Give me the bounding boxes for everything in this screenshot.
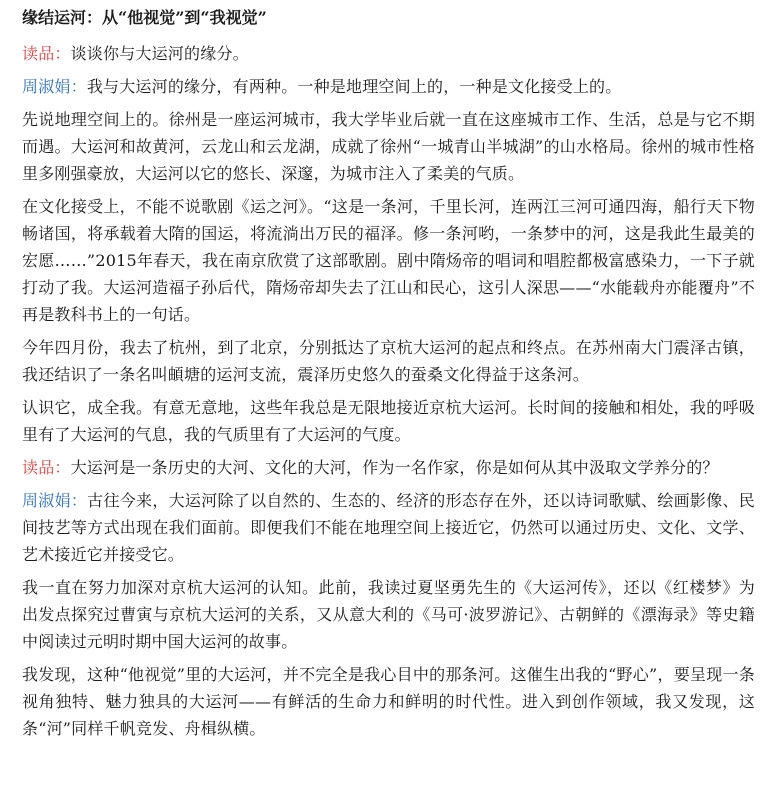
question-2: [22, 454, 755, 481]
answer-text: 古往今来，大运河除了以自然的、生态的、经济的形态存在外，还以诗词歌赋、绘画影像、民间技艺等方式出现在我们面前。即便我们不能在地理空间上接近它，仍然可以通过历史、文化、文学、艺术接近它并接受它。: [22, 491, 755, 564]
paragraph-opera: 在文化接受上，不能不说歌剧《运之河》。“这是一条河，千里长河，连两江三河可通四海，船行天下物畅诸国，将承载着大隋的国运，将流淌出万民的福泽。修一条河哟，一条梦中的河，这是我此生最美的宏愿……”2015年春天，我在南京欣赏了这部歌剧。剧中隋炀帝的唱词和唱腔都极富感染力，一下子就打动了我。大运河造福子孙后代，隋炀帝却失去了江山和民心，这引人深思——“水能载舟亦能覆舟”不再是教科书上的一句话。: [22, 197, 755, 324]
question-1: [22, 40, 755, 67]
article-title: 缘结运河：从“他视觉”到“我视觉”: [22, 8, 267, 27]
author-label: 周淑娟：: [22, 77, 87, 96]
answer-text: 我与大运河的缘分，有两种。一种是地理空间上的，一种是文化接受上的。: [86, 77, 622, 96]
interviewer-label: 读品：: [22, 458, 71, 477]
paragraph-travel: 今年四月份，我去了杭州，到了北京，分别抵达了京杭大运河的起点和终点。在苏州南大门震泽古镇，我还结识了一条名叫頔塘的运河支流，震泽历史悠久的蚕桑文化得益于这条河。: [22, 338, 755, 384]
interviewer-label: 读品：: [22, 44, 71, 63]
author-label: 周淑娟：: [22, 491, 88, 510]
paragraph-closeness: 认识它，成全我。有意无意地，这些年我总是无限地接近京杭大运河。长时间的接触和相处，我的呼吸里有了大运河的气息，我的气质里有了大运河的气度。: [22, 398, 755, 444]
paragraph-geography: 先说地理空间上的。徐州是一座运河城市，我大学毕业后就一直在这座城市工作、生活，总是与它不期而遇。大运河和故黄河，云龙山和云龙湖，成就了徐州“一城青山半城湖”的山水格局。徐州的城市性格里多刚强豪放，大运河以它的悠长、深邃，为城市注入了柔美的气质。: [22, 110, 755, 183]
paragraph-discovery: 我发现，这种“他视觉”里的大运河，并不完全是我心目中的那条河。这催生出我的“野心”，要呈现一条视角独特、魅力独具的大运河——有鲜活的生命力和鲜明的时代性。进入到创作领域，我又发现，这条“河”同样千帆竞发、舟楫纵横。: [22, 665, 755, 738]
question-text: 大运河是一条历史的大河、文化的大河，作为一名作家，你是如何从其中汲取文学养分的？: [70, 458, 719, 477]
answer-1: [22, 73, 755, 100]
answer-2: [22, 487, 755, 568]
question-text: 谈谈你与大运河的缘分。: [70, 44, 249, 63]
paragraph-reading: 我一直在努力加深对京杭大运河的认知。此前，我读过夏坚勇先生的《大运河传》，还以《红楼梦》为出发点探究过曹寅与京杭大运河的关系，又从意大利的《马可·波罗游记》、古朝鲜的《漂海录》等史籍中阅读过元明时期中国大运河的故事。: [22, 578, 755, 651]
